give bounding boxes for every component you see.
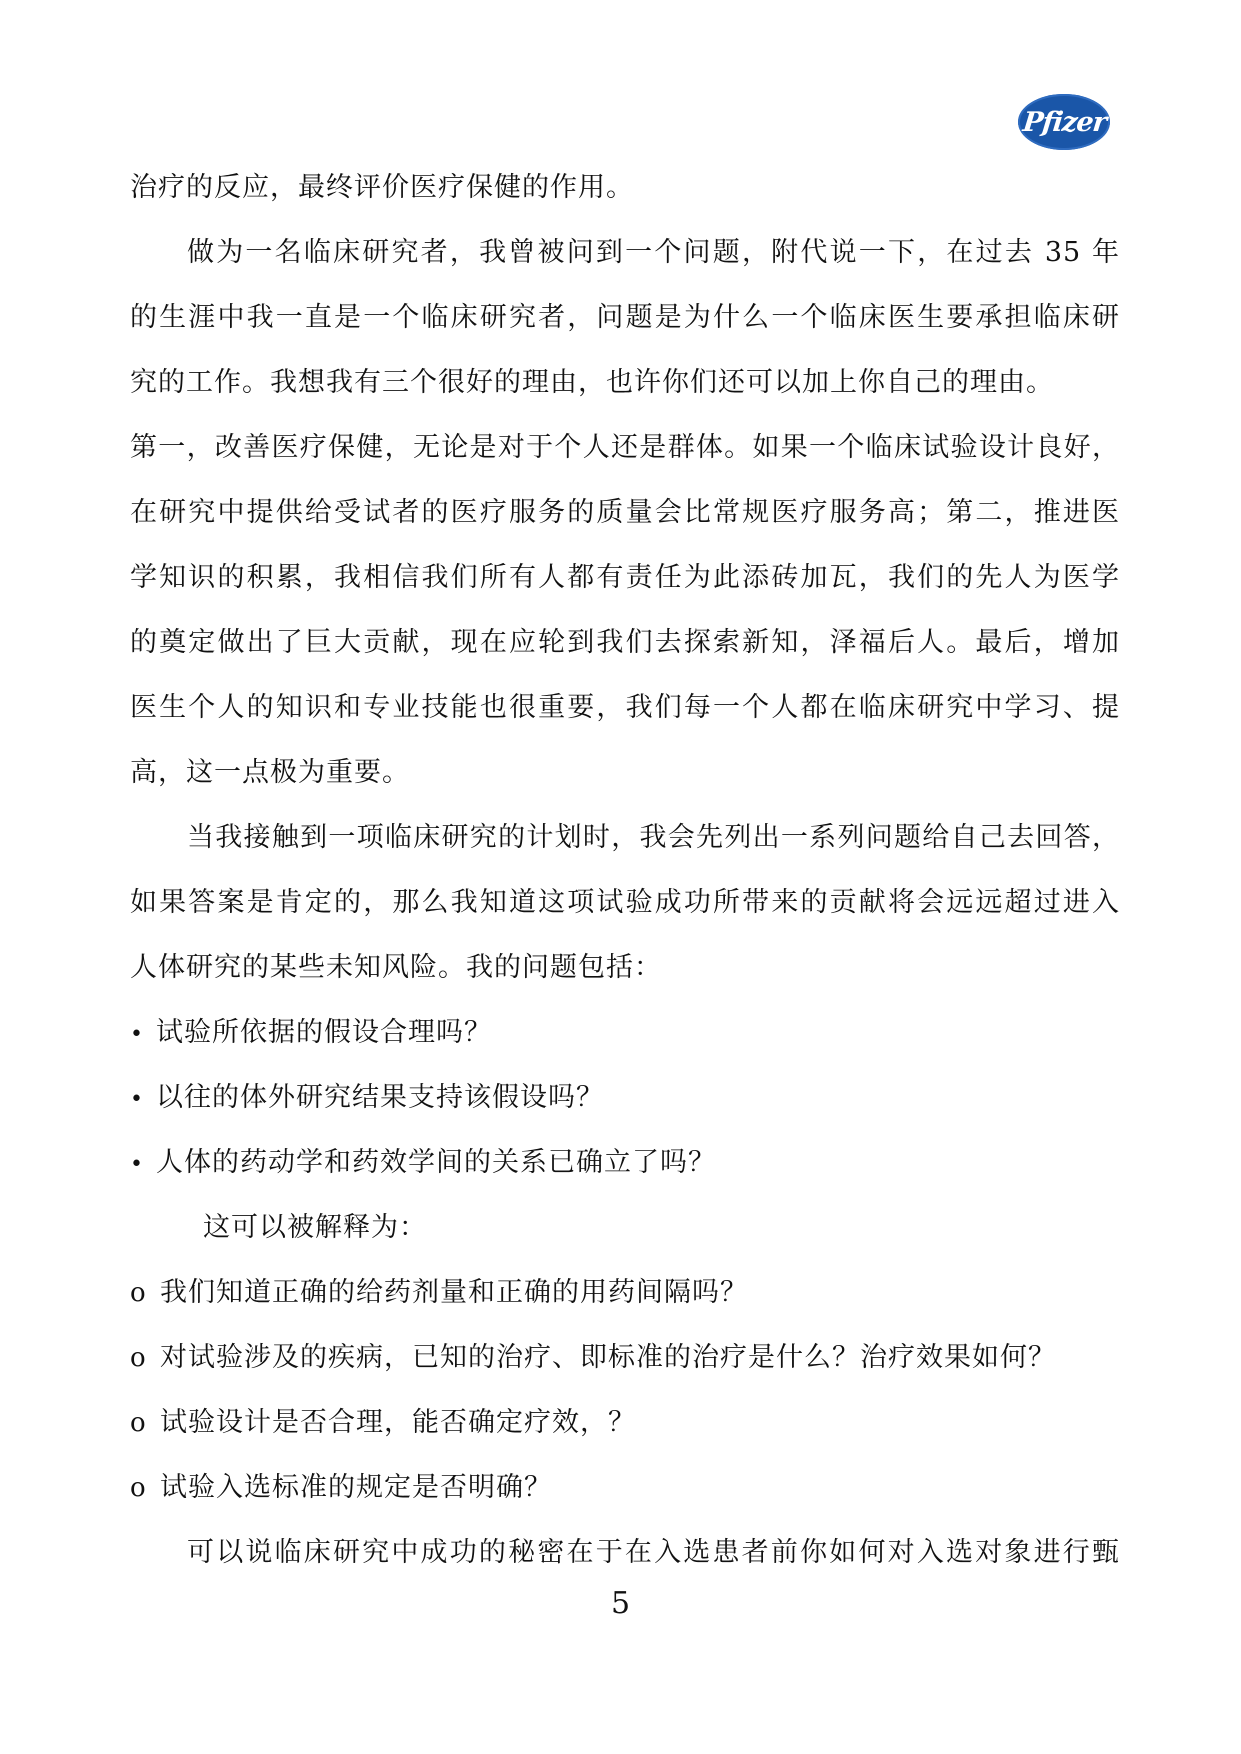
paragraph-line: 第一，改善医疗保健，无论是对于个人还是群体。如果一个临床试验设计良好， bbox=[130, 432, 1120, 463]
list-item-text: 对试验涉及的疾病，已知的治疗、即标准的治疗是什么？治疗效果如何？ bbox=[160, 1342, 1056, 1373]
circle-bullet-icon: o bbox=[130, 1473, 147, 1503]
list-item-text: 我们知道正确的给药剂量和正确的用药间隔吗？ bbox=[160, 1277, 748, 1308]
list-item bbox=[130, 1065, 1120, 1130]
paragraph-line: 如果答案是肯定的，那么我知道这项试验成功所带来的贡献将会远远超过进入 bbox=[130, 887, 1120, 918]
bullet-icon: • bbox=[130, 1087, 144, 1112]
page-number: 5 bbox=[610, 1586, 631, 1621]
list-item bbox=[130, 1390, 1120, 1455]
paragraph-line: 治疗的反应，最终评价医疗保健的作用。 bbox=[130, 172, 634, 203]
circle-bullet-icon: o bbox=[130, 1278, 147, 1308]
list-item bbox=[130, 1000, 1120, 1065]
paragraph-line: 当我接触到一项临床研究的计划时，我会先列出一系列问题给自己去回答， bbox=[187, 822, 1120, 853]
paragraph-line: 可以说临床研究中成功的秘密在于在入选患者前你如何对入选对象进行甄 bbox=[187, 1537, 1120, 1568]
logo-text: Pfizer bbox=[1020, 106, 1108, 138]
list-item-text: 人体的药动学和药效学间的关系已确立了吗？ bbox=[156, 1147, 716, 1178]
bullet-icon: • bbox=[130, 1152, 144, 1177]
list-item bbox=[130, 1260, 1120, 1325]
paragraph-line: 在研究中提供给受试者的医疗服务的质量会比常规医疗服务高；第二，推进医 bbox=[130, 497, 1120, 528]
circle-bullet-icon: o bbox=[130, 1343, 147, 1373]
list-item-text: 以往的体外研究结果支持该假设吗？ bbox=[156, 1082, 604, 1113]
paragraph-line: 学知识的积累，我相信我们所有人都有责任为此添砖加瓦，我们的先人为医学 bbox=[130, 562, 1120, 593]
list-item-text: 试验设计是否合理，能否确定疗效，？ bbox=[160, 1407, 636, 1438]
list-item-text: 试验入选标准的规定是否明确？ bbox=[160, 1472, 552, 1503]
list-item bbox=[130, 1130, 1120, 1195]
bullet-icon: • bbox=[130, 1022, 144, 1047]
explain-line: 这可以被解释为： bbox=[203, 1212, 427, 1243]
list-item-text: 试验所依据的假设合理吗？ bbox=[156, 1017, 492, 1048]
paragraph-line: 做为一名临床研究者，我曾被问到一个问题，附代说一下，在过去 35 年 bbox=[187, 237, 1120, 268]
list-item bbox=[130, 1455, 1120, 1520]
list-item bbox=[130, 1325, 1120, 1390]
paragraph-line: 的生涯中我一直是一个临床研究者，问题是为什么一个临床医生要承担临床研 bbox=[130, 302, 1120, 333]
paragraph-line: 的奠定做出了巨大贡献，现在应轮到我们去探索新知，泽福后人。最后，增加 bbox=[130, 627, 1120, 658]
circle-bullet-icon: o bbox=[130, 1408, 147, 1438]
paragraph-line: 人体研究的某些未知风险。我的问题包括： bbox=[130, 952, 662, 983]
pfizer-logo bbox=[1018, 94, 1110, 150]
paragraph-line: 医生个人的知识和专业技能也很重要，我们每一个人都在临床研究中学习、提 bbox=[130, 692, 1120, 723]
paragraph-line: 究的工作。我想我有三个很好的理由，也许你们还可以加上你自己的理由。 bbox=[130, 367, 1054, 398]
body-text bbox=[130, 155, 1120, 1585]
paragraph-line: 高，这一点极为重要。 bbox=[130, 757, 410, 788]
